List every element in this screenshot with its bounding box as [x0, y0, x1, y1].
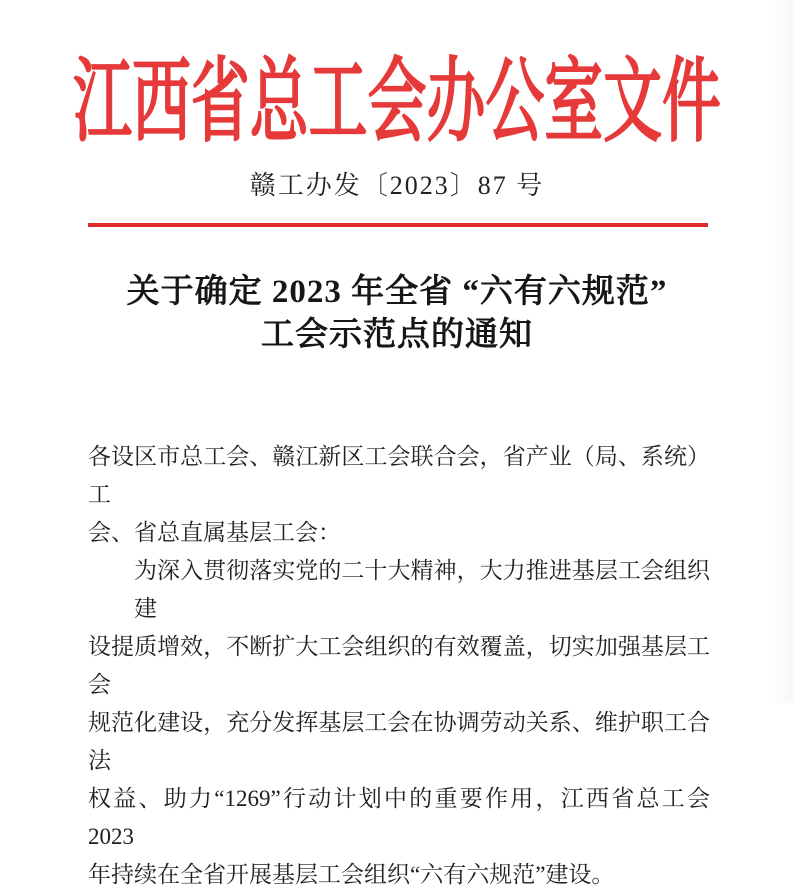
body-line: 年持续在全省开展基层工会组织“六有六规范”建设。: [88, 862, 615, 887]
body-line: 为深入贯彻落实党的二十大精神，大力推进基层工会组织建: [134, 558, 710, 621]
document-body: [88, 438, 710, 894]
addressee-line: 会、省总直属基层工会：: [88, 520, 341, 545]
masthead-title: 江西省总工会办公室文件: [73, 51, 721, 153]
body-line: 权益、助力“1269”行动计划中的重要作用，江西省总工会 2023: [88, 786, 710, 849]
addressee-line: 各设区市总工会、赣江新区工会联合会，省产业（局、系统）工: [88, 444, 710, 507]
document-title-line-1: 关于确定 2023 年全省 “六有六规范”: [126, 274, 668, 311]
document-number: 赣工办发〔2023〕87 号: [249, 171, 545, 201]
document-title: [40, 271, 754, 357]
document-title-line-2: 工会示范点的通知: [261, 317, 533, 354]
masthead: [0, 0, 794, 153]
red-divider-line: [88, 223, 708, 227]
body-line: 规范化建设，充分发挥基层工会在协调劳动关系、维护职工合法: [88, 710, 710, 773]
body-line: 设提质增效，不断扩大工会组织的有效覆盖，切实加强基层工会: [88, 634, 710, 697]
